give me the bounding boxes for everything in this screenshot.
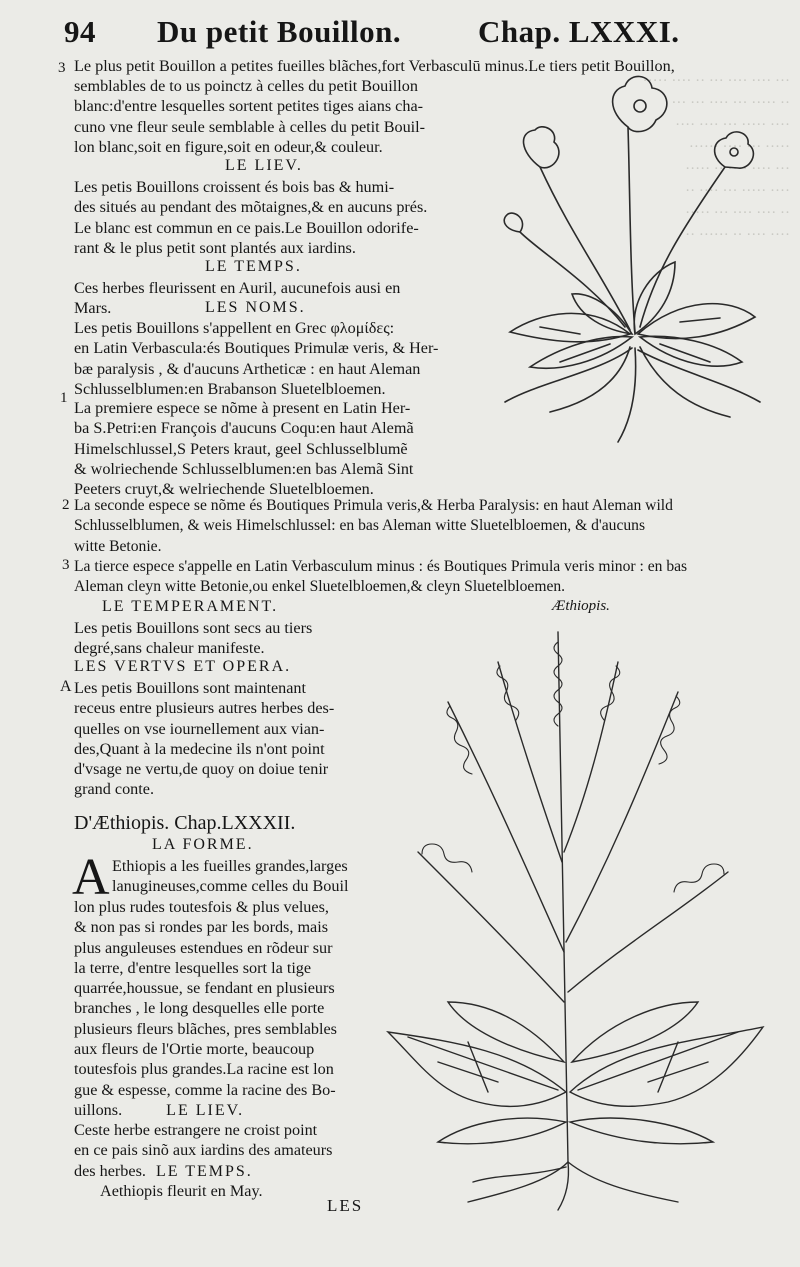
text-line: des situés au pendant des mõtaignes,& en aucuns prés. [74, 198, 428, 217]
heading-le-lieu: LE LIEV. [225, 157, 303, 174]
text-line: plusieurs fleurs blãches, pres semblables [74, 1019, 337, 1038]
temperament-paragraph [74, 618, 384, 659]
text-line: branches , le long desquelles elle porte [74, 999, 325, 1018]
text-line: cuno vne fleur seule semblable à celles du petit Bouil- [74, 117, 426, 136]
text-line: en ce pais sinõ aux iardins des amateurs [74, 1141, 333, 1160]
text-line: en Latin Verbascula:és Boutiques Primulæ veris, & Her- [74, 339, 439, 358]
text-line [74, 1161, 384, 1182]
paragraph-number: 2 [62, 497, 70, 513]
text-line: & non pas si rondes par les bords, mais [74, 918, 329, 937]
heading-les-noms: LES NOMS. [205, 299, 306, 316]
text-line: rant & le plus petit sont plantés aux iardins. [74, 238, 356, 257]
text-line: quarrée,houssue, se fendant en plusieurs [74, 979, 335, 998]
forme-paragraph-cap [112, 856, 384, 897]
page-header [0, 14, 800, 54]
text-line: Aleman cleyn witte Betonie,ou enkel Sluetelbloemen,& cleyn Sluetelbloemen. [74, 578, 566, 596]
illustration-caption: Æthiopis. [552, 598, 610, 614]
paragraph-number: 3 [62, 557, 70, 573]
text-line: Les petis Bouillons s'appellent en Grec φλομίδες: [74, 319, 395, 337]
catchword: LES [327, 1196, 364, 1215]
text-line: lanugineuses,comme celles du Bouil [112, 877, 349, 896]
espece-1-paragraph [74, 398, 479, 499]
page-number: 94 [64, 14, 96, 49]
espece-3-paragraph [74, 557, 769, 598]
text-line: Schlusselblumen:en Brabanson Sluetelbloemen. [74, 379, 386, 398]
text-line: & wolriechende Schlusselblumen:en bas Alemã Sint [74, 459, 414, 478]
heading-le-lieu-2: LE LIEV. [166, 1101, 245, 1119]
heading-le-temps: LE TEMPS. [205, 258, 302, 275]
text-line: grand conte. [74, 780, 155, 799]
text-line: semblables de to us poinctz à celles du petit Bouillon [74, 77, 418, 95]
forme-paragraph [74, 897, 384, 1121]
text-line: Ethiopis a les fueilles grandes,larges [112, 857, 348, 875]
text-line: des,Quant à la medecine ils n'ont point [74, 739, 325, 758]
text-line: gue & espesse, comme la racine des Bo- [74, 1080, 336, 1099]
text-line: lon blanc,soit en figure,soit en odeur,& couleur. [74, 137, 383, 156]
heading-les-vertus: LES VERTVS ET OPERA. [74, 658, 292, 675]
text-line: d'vsage ne vertu,de quoy on doiue tenir [74, 760, 329, 779]
lieu-2-paragraph [74, 1120, 384, 1182]
text-line: Le plus petit Bouillon a petites fueilles blãches,fort Verbasculū minus.Le tiers petit Bouillon, [74, 57, 675, 75]
text-line: Himelschlussel,S Peters kraut, geel Schlusselblumẽ [74, 439, 408, 458]
text-line: La seconde espece se nõme és Boutiques Primula veris,& Herba Paralysis: en haut Aleman wild [74, 497, 673, 514]
text-fragment: des herbes. [74, 1161, 146, 1180]
text-line: ba S.Petri:en François d'aucuns Coqu:en haut Alemã [74, 419, 414, 438]
text-line: Ceste herbe estrangere ne croist point [74, 1121, 318, 1139]
form-paragraph [74, 56, 769, 76]
heading-le-temps-2: LE TEMPS. [155, 1162, 253, 1180]
text-line: Les petis Bouillons sont secs au tiers [74, 619, 313, 637]
text-line: Peeters cruyt,& welriechende Sluetelbloemen. [74, 480, 374, 499]
espece-2-paragraph [74, 496, 769, 557]
text-line: lon plus rudes toutesfois & plus velues, [74, 898, 329, 916]
text-line: blanc:d'entre lesquelles sortent petites tiges aians cha- [74, 97, 424, 116]
text-line: witte Betonie. [74, 537, 162, 555]
text-line: toutesfois plus grandes.La racine est lon [74, 1060, 334, 1079]
aethiopis-illustration [378, 622, 773, 1212]
text-line: La premiere espece se nõme à present en Latin Her- [74, 399, 411, 417]
text-line: La tierce espece s'appelle en Latin Verbasculum minus : és Boutiques Primula veris minor : en bas [74, 558, 688, 575]
petit-bouillon-illustration [480, 72, 770, 452]
text-line: degré,sans chaleur manifeste. [74, 639, 265, 658]
paragraph-number: 3 [58, 60, 66, 76]
heading-la-forme: LA FORME. [152, 836, 254, 853]
text-line: receus entre plusieurs autres herbes des- [74, 699, 335, 718]
text-line: quelles on vse iournellement aux vian- [74, 719, 325, 738]
running-title: Du petit Bouillon. [157, 14, 402, 49]
chapter-heading: Chap. LXXXI. [478, 14, 680, 49]
text-line: Les petis Bouillons sont maintenant [74, 679, 306, 697]
noms-paragraph [74, 318, 479, 399]
form-paragraph-cont [74, 76, 479, 157]
text-fragment: uillons. [74, 1100, 123, 1119]
text-line: plus anguleuses estendues en rõdeur sur [74, 938, 333, 957]
text-line: Ces herbes fleurissent en Auril, aucunefois ausi en [74, 279, 401, 297]
text-line: Aethiopis fleurit en May. [100, 1182, 263, 1200]
heading-le-temperament: LE TEMPERAMENT. [102, 598, 279, 615]
lieu-paragraph [74, 177, 479, 258]
text-line: la terre, d'entre lesquelles sort la tige [74, 958, 312, 977]
vertus-paragraph [74, 678, 384, 800]
text-line: Les petis Bouillons croissent és bois bas & humi- [74, 178, 395, 196]
text-line: bæ paralysis , & d'aucuns Artheticæ : en haut Aleman [74, 359, 421, 378]
text-line: aux fleurs de l'Ortie morte, beaucoup [74, 1040, 315, 1059]
drop-cap: A [72, 849, 110, 906]
paragraph-number: 1 [60, 390, 68, 406]
marginal-letter: A [60, 678, 72, 695]
text-line [74, 1100, 384, 1121]
bleed-through-text: ··· ···· ···· ··· ·· ···· ····· ·· ····· ··· ···· ··· ··· ···· ····· ··· ···· ···· ····· ··· ···· ······ ··· ···· ···· ·· ····· ···· ····· ··· ···· ·· ·· ···· ···· ··· ····· ···· ···· ·· ······ ·· [642, 73, 790, 243]
text-line: Mars. [74, 299, 112, 318]
chapter-82-title: D'Æthiopis. Chap.LXXXII. [74, 812, 296, 834]
text-line: Schlusselblumen, & weis Himelschlussel: en bas Aleman witte Sluetelbloemen, & d'aucuns [74, 517, 646, 535]
text-line: Le blanc est commun en ce pais.Le Bouillon odorife- [74, 218, 419, 237]
